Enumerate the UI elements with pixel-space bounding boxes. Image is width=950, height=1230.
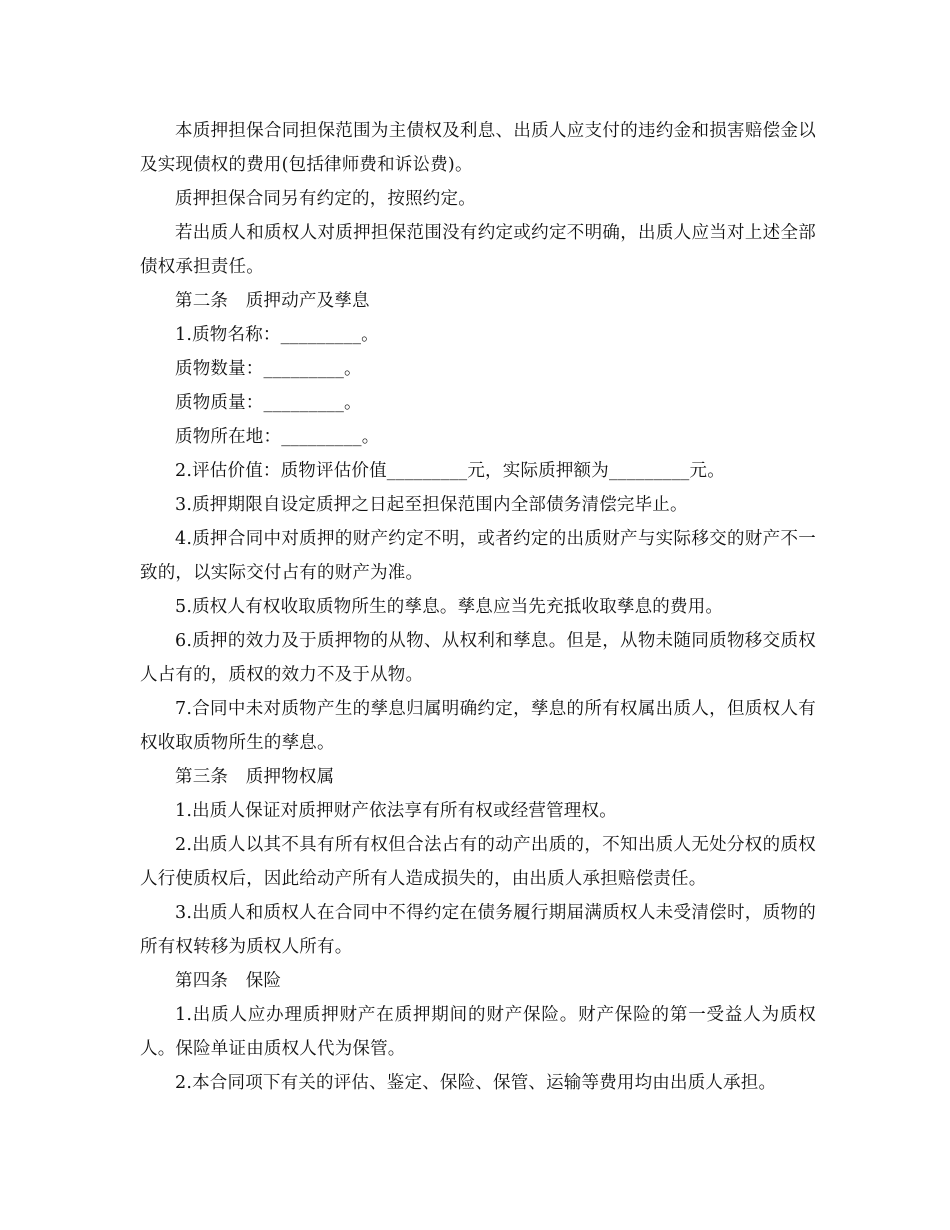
item-expenses: 2.本合同项下有关的评估、鉴定、保险、保管、运输等费用均由出质人承担。 — [175, 1073, 777, 1093]
article-4-heading: 第四条 保险 — [175, 971, 282, 991]
item-ownership-guarantee: 1.出质人保证对质押财产依法享有所有权或经营管理权。 — [175, 801, 617, 821]
item-pledge-quantity: 质物数量：_________。 — [175, 359, 362, 379]
item-pledge-term: 3.质押期限自设定质押之日起至担保范围内全部债务清偿完毕止。 — [175, 495, 688, 515]
item-valuation: 2.评估价值：质物评估价值_________元，实际质押额为_________元。 — [175, 461, 725, 481]
item-pledge-effect: 6.质押的效力及于质押物的从物、从权利和孳息。但是，从物未随同质物移交质权人占有的，质权的效力不及于从物。 — [140, 631, 816, 685]
item-pledge-location: 质物所在地：_________。 — [175, 427, 380, 447]
item-non-owner-pledge: 2.出质人以其不具有所有权但合法占有的动产出质的，不知出质人无处分权的质权人行使质权后，因此给动产所有人造成损失的，由出质人承担赔偿责任。 — [140, 835, 816, 889]
article-2-heading: 第二条 质押动产及孳息 — [175, 291, 370, 311]
paragraph-unclear-scope: 若出质人和质权人对质押担保范围没有约定或约定不明确，出质人应当对上述全部债权承担责任。 — [140, 223, 816, 277]
item-unclear-property: 4.质押合同中对质押的财产约定不明，或者约定的出质财产与实际移交的财产不一致的，以实际交付占有的财产为准。 — [140, 529, 816, 583]
item-pledge-quality: 质物质量：_________。 — [175, 393, 362, 413]
item-pledge-name: 1.质物名称：_________。 — [175, 325, 379, 345]
item-no-forfeiture: 3.出质人和质权人在合同中不得约定在债务履行期届满质权人未受清偿时，质物的所有权转移为质权人所有。 — [140, 903, 816, 957]
article-3-heading: 第三条 质押物权属 — [175, 767, 335, 787]
item-insurance: 1.出质人应办理质押财产在质押期间的财产保险。财产保险的第一受益人为质权人。保险单证由质权人代为保管。 — [140, 1005, 816, 1059]
document-body — [140, 114, 816, 1100]
item-fruits-ownership: 7.合同中未对质物产生的孳息归属明确约定，孳息的所有权属出质人，但质权人有权收取质物所生的孳息。 — [140, 699, 816, 753]
paragraph-other-agreement: 质押担保合同另有约定的，按照约定。 — [175, 189, 476, 209]
paragraph-scope: 本质押担保合同担保范围为主债权及利息、出质人应支付的违约金和损害赔偿金以及实现债权的费用(包括律师费和诉讼费)。 — [140, 121, 816, 175]
item-fruits-collection: 5.质权人有权收取质物所生的孳息。孳息应当先充抵收取孳息的费用。 — [175, 597, 724, 617]
